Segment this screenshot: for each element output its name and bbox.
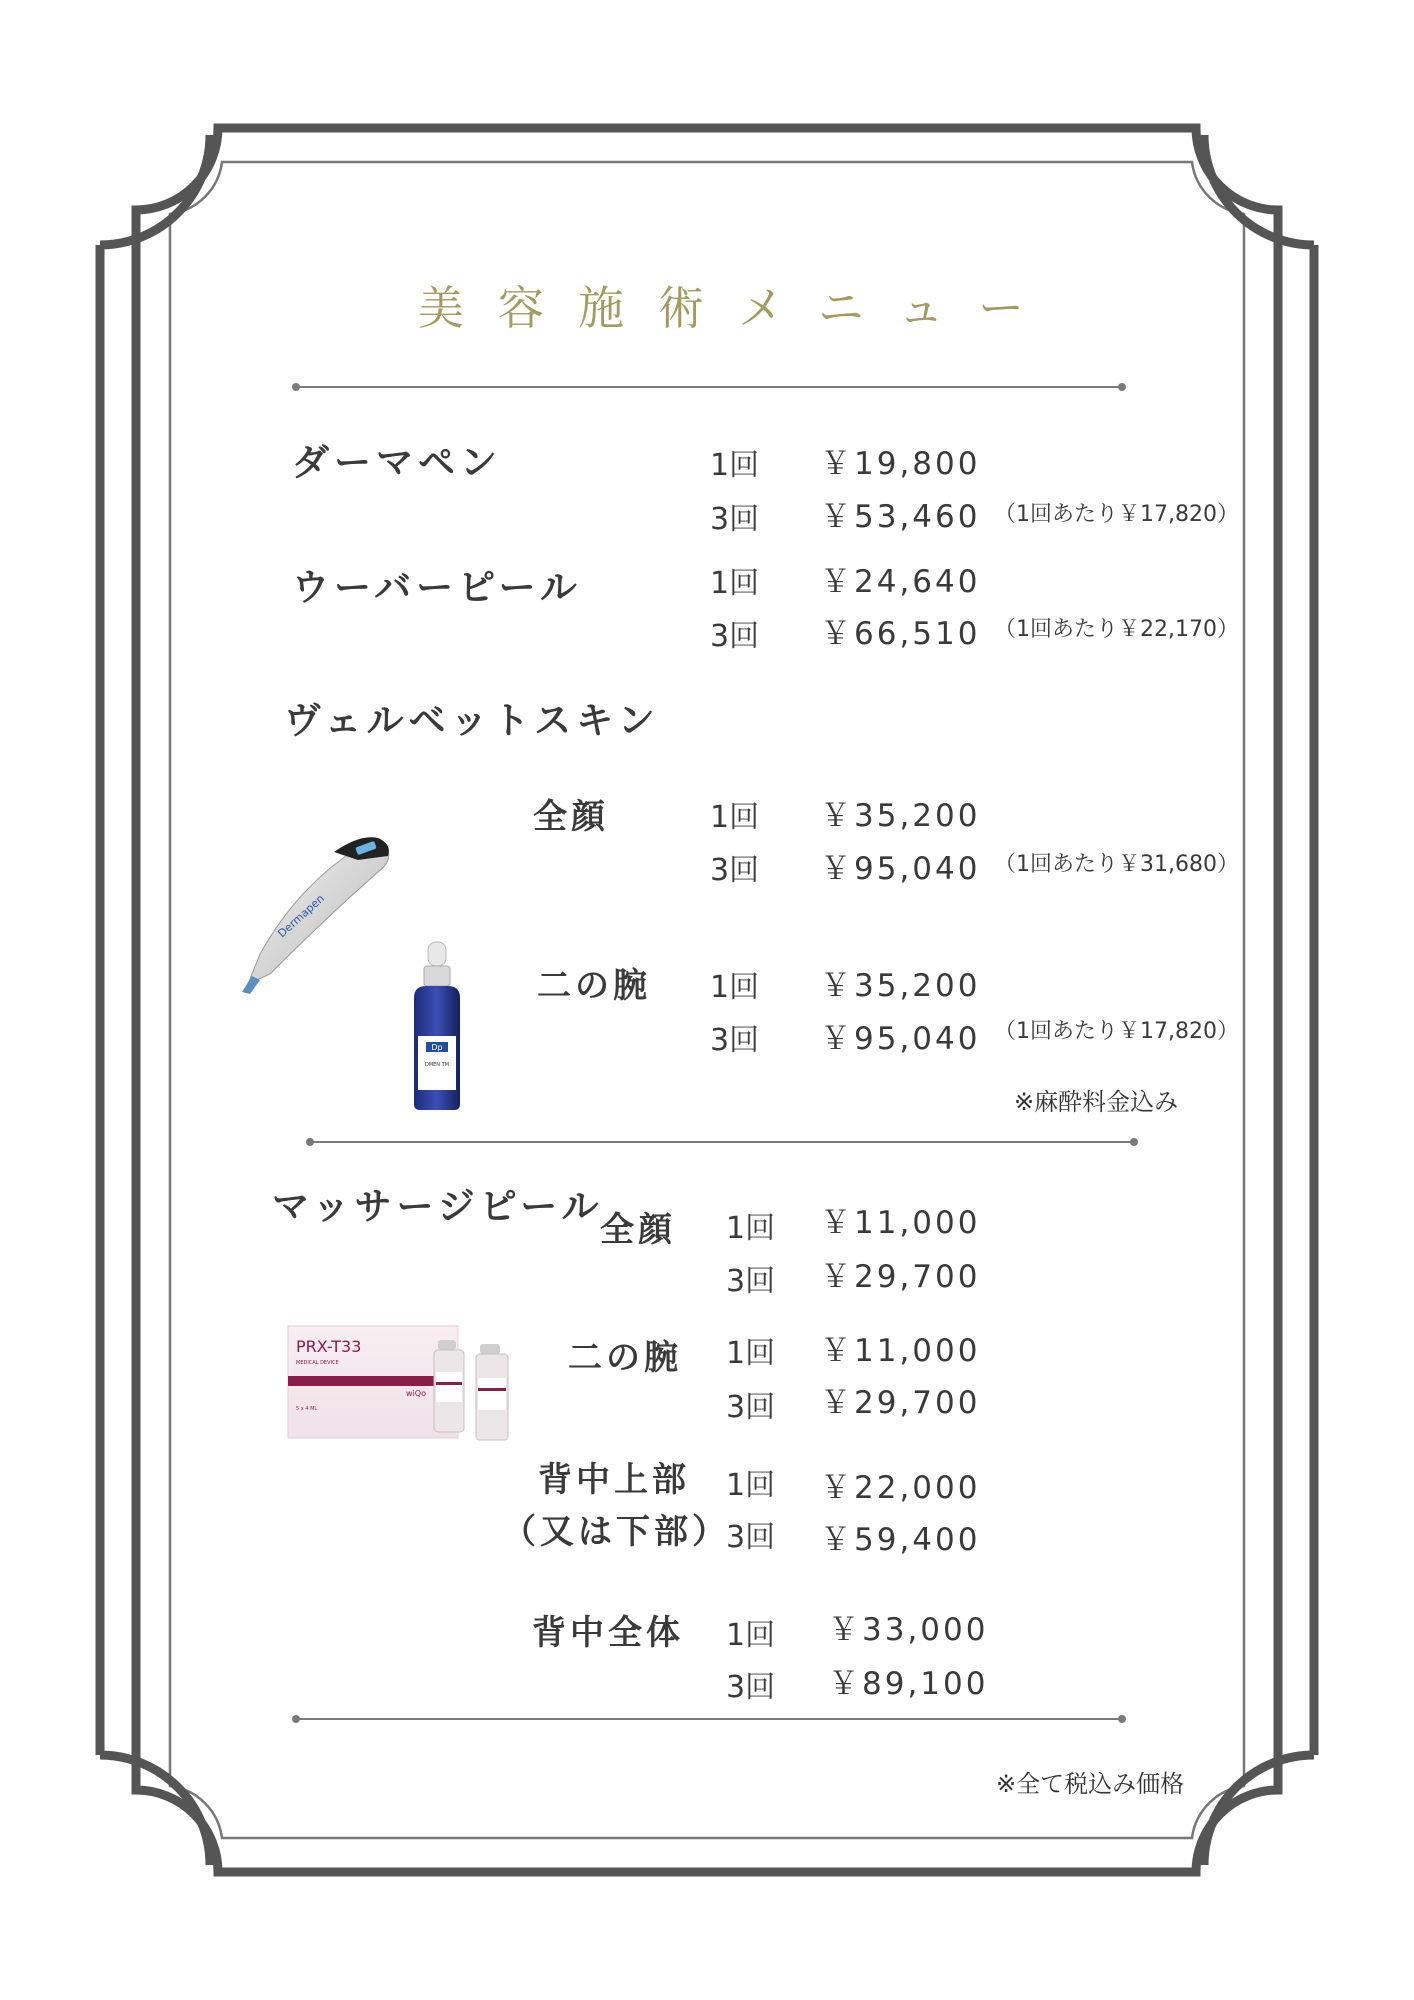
box-logo-text: wiQo xyxy=(406,1389,426,1398)
menu-name-dermapen: ダーマペン xyxy=(292,441,502,484)
area-label-arm: 二の腕 xyxy=(568,1338,682,1378)
per-session-price: （1回あたり￥17,820） xyxy=(994,502,1239,527)
times-label: 1回 xyxy=(710,566,760,601)
tax-note: ※全て税込み価格 xyxy=(996,1770,1185,1798)
menu-name-massage-peel: マッサージピール xyxy=(272,1185,604,1228)
dermapen-device-image xyxy=(238,826,398,996)
price: ￥35,200 xyxy=(820,798,981,834)
bottle-label-text: DMEN TM xyxy=(424,1062,450,1068)
area-label-back-upper: 背中上部 xyxy=(538,1460,690,1500)
price: ￥35,200 xyxy=(820,968,981,1004)
times-label: 1回 xyxy=(726,1468,776,1503)
price: ￥11,000 xyxy=(820,1205,981,1241)
times-label: 3回 xyxy=(726,1520,776,1555)
times-label: 3回 xyxy=(726,1264,776,1299)
price: ￥95,040 xyxy=(820,1021,981,1057)
price: ￥19,800 xyxy=(820,446,981,482)
serum-bottle-image xyxy=(404,940,470,1112)
times-label: 3回 xyxy=(710,1023,760,1058)
price: ￥95,040 xyxy=(820,851,981,887)
price: ￥33,000 xyxy=(828,1612,989,1648)
box-count-text: 5 x 4 ML xyxy=(296,1406,318,1412)
times-label: 3回 xyxy=(726,1670,776,1705)
price: ￥29,700 xyxy=(820,1385,981,1421)
area-label-face: 全顔 xyxy=(600,1210,676,1250)
divider-middle xyxy=(310,1141,1134,1143)
anesthesia-note: ※麻酔料金込み xyxy=(1014,1088,1179,1116)
pen-brand-text: Dermapen xyxy=(275,891,327,941)
times-label: 1回 xyxy=(710,800,760,835)
price: ￥11,000 xyxy=(820,1333,981,1369)
times-label: 3回 xyxy=(710,853,760,888)
divider-top xyxy=(296,386,1122,388)
price: ￥29,700 xyxy=(820,1259,981,1295)
times-label: 1回 xyxy=(726,1211,776,1246)
times-label: 1回 xyxy=(726,1336,776,1371)
menu-name-uber-peel: ウーバーピール xyxy=(292,566,582,609)
bottle-brand-text: Dp xyxy=(431,1043,443,1052)
per-session-price: （1回あたり￥31,680） xyxy=(994,852,1239,877)
times-label: 3回 xyxy=(710,502,760,537)
per-session-price: （1回あたり￥22,170） xyxy=(994,617,1239,642)
area-label-back-upper-alt: （又は下部） xyxy=(502,1512,730,1552)
box-sub-text: MEDICAL DEVICE xyxy=(296,1360,339,1366)
times-label: 3回 xyxy=(726,1390,776,1425)
divider-bottom xyxy=(296,1718,1122,1720)
times-label: 1回 xyxy=(726,1618,776,1653)
price: ￥89,100 xyxy=(828,1666,989,1702)
page-title: 美容施術メニュー xyxy=(418,281,1058,335)
prx-t33-product-image xyxy=(286,1320,522,1446)
times-label: 1回 xyxy=(710,448,760,483)
box-brand-text: PRX-T33 xyxy=(296,1337,362,1356)
price: ￥53,460 xyxy=(820,499,981,535)
times-label: 1回 xyxy=(710,970,760,1005)
times-label: 3回 xyxy=(710,619,760,654)
price: ￥22,000 xyxy=(820,1470,981,1506)
menu-name-velvet-skin: ヴェルベットスキン xyxy=(284,699,660,742)
area-label-arm: 二の腕 xyxy=(537,966,651,1006)
price: ￥24,640 xyxy=(820,564,981,600)
per-session-price: （1回あたり￥17,820） xyxy=(994,1019,1239,1044)
area-label-back-full: 背中全体 xyxy=(532,1613,684,1653)
price: ￥59,400 xyxy=(820,1522,981,1558)
area-label-face: 全顔 xyxy=(533,797,609,837)
price: ￥66,510 xyxy=(820,616,981,652)
